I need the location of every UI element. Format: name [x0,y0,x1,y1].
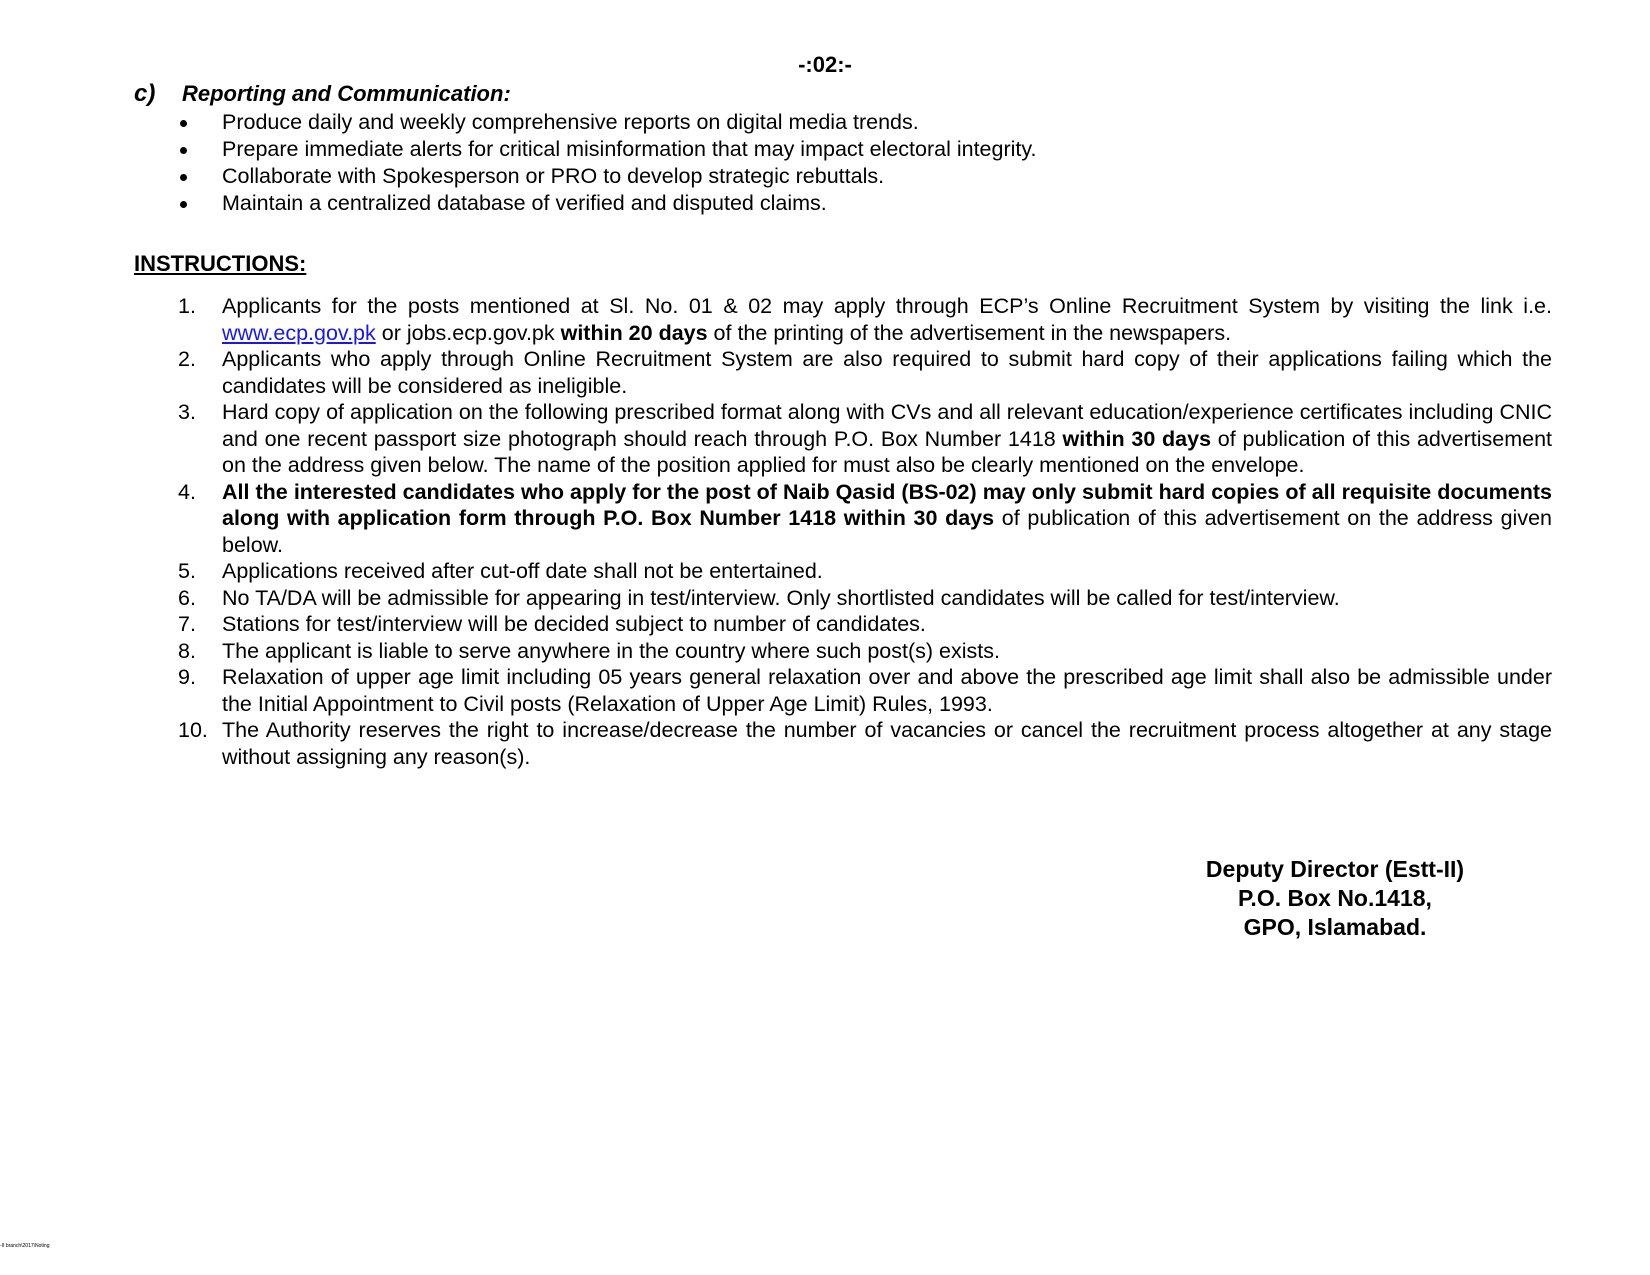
instructions-list [134,293,1552,770]
instruction-text [222,611,1552,638]
instruction-number: 6. [178,585,196,610]
signature-city: GPO, Islamabad. [1243,914,1427,940]
instruction-run: of publication of this advertisement on the address given below. The name of the position applied for must also be clearly mentioned on the envelope. [222,426,1552,477]
instruction-item [134,479,1552,559]
signature-block [1170,855,1500,942]
bullet-dot-icon [180,147,187,154]
instruction-number: 5. [178,559,196,583]
instruction-run: The applicant is liable to serve anywhere in the country where such post(s) exists. [222,638,1000,663]
instruction-run: of the printing of the advertisement in the newspapers. [707,320,1232,345]
instruction-emphasis: All the interested candidates who apply for the post of Naib Qasid (BS-02) may only submit hard copies of all requisite documents along with application form through P.O. Box Number 1418 within 30 days [222,479,1552,530]
instruction-text [222,558,1552,585]
instructions-heading: INSTRUCTIONS: [134,251,307,276]
instruction-text [222,346,1552,399]
instruction-text [222,293,1552,346]
bullet-item [134,163,1554,190]
section-reporting-communication [134,79,1554,217]
instruction-number: 10. [178,718,208,742]
instruction-run: Hard copy of application on the following prescribed format along with CVs and all relevant education/experience certificates including CNIC and one recent passport size photograph should reach through P.O. Box Number 1418 [222,400,1552,451]
instruction-item [134,399,1552,479]
bullet-text: Produce daily and weekly comprehensive reports on digital media trends. [222,110,919,134]
bullet-text: Maintain a centralized database of verified and disputed claims. [222,191,827,215]
instruction-text [222,638,1552,665]
instruction-run: of publication of this advertisement on the address given below. [222,506,1552,557]
bullet-dot-icon [180,120,187,127]
bullet-dot-icon [180,174,187,181]
instruction-run: Relaxation of upper age limit including 05 years general relaxation over and above the prescribed age limit shall also be admissible under the Initial Appointment to Civil posts (Relaxation of Upper Age Limit) Rules, 1993. [222,665,1552,716]
section-title: Reporting and Communication: [182,81,511,106]
footer-file-path: -II branch\2017\Noting [0,1243,50,1249]
instruction-item [134,638,1552,665]
website-link[interactable]: www.ecp.gov.pk [222,320,376,345]
instruction-text [222,399,1552,479]
instruction-number: 8. [178,638,196,663]
bullet-text: Collaborate with Spokesperson or PRO to develop strategic rebuttals. [222,164,885,188]
bullet-dot-icon [180,201,187,208]
instruction-run: The Authority reserves the right to increase/decrease the number of vacancies or cancel the recruitment process altogether at any stage without assigning any reason(s). [222,718,1552,769]
bullet-text: Prepare immediate alerts for critical misinformation that may impact electoral integrity. [222,137,1037,161]
instruction-item [134,346,1552,399]
instruction-item [134,664,1552,717]
bullet-item [134,190,1554,217]
instruction-run: or jobs.ecp.gov.pk [375,320,561,345]
section-letter: c) [134,80,156,107]
signature-po-box: P.O. Box No.1418, [1238,885,1432,911]
instruction-item [134,585,1552,612]
instruction-text [222,479,1552,559]
instruction-number: 2. [178,347,196,371]
instruction-run: Applicants who apply through Online Recruitment System are also required to submit hard copy of their applications failing which the candidates will be considered as ineligible. [222,347,1552,398]
bullet-item [134,109,1554,136]
instruction-text [222,585,1552,612]
bullet-item [134,136,1554,163]
page-number: -:02:- [798,52,852,77]
instruction-item [134,717,1552,770]
instruction-number: 7. [178,612,196,636]
instruction-item [134,293,1552,346]
instruction-emphasis: within 30 days [1062,426,1212,451]
instruction-text [222,717,1552,770]
instruction-number: 3. [178,400,196,424]
bullet-list [134,109,1554,217]
instruction-run: Applicants for the posts mentioned at Sl. No. 01 & 02 may apply through ECP’s Online Recruitment System by visiting the link i.e. [222,294,1552,318]
section-heading [134,79,1554,109]
instruction-run: Stations for test/interview will be decided subject to number of candidates. [222,612,926,636]
instruction-run: Applications received after cut-off date shall not be entertained. [222,559,823,583]
instruction-emphasis: within 20 days [560,320,708,345]
instruction-number: 1. [178,294,196,318]
instruction-item [134,611,1552,638]
instruction-text [222,664,1552,717]
instruction-item [134,558,1552,585]
instruction-number: 4. [178,479,196,504]
instruction-number: 9. [178,665,196,689]
signature-title: Deputy Director (Estt-II) [1205,856,1465,882]
instruction-run: No TA/DA will be admissible for appearing in test/interview. Only shortlisted candidates will be called for test/interview. [222,585,1340,610]
